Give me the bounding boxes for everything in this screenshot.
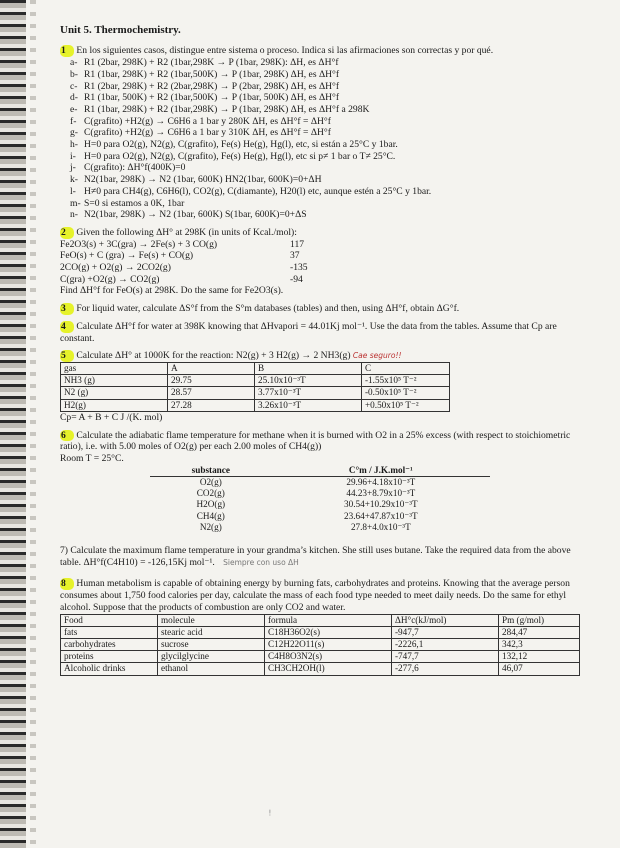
worksheet xyxy=(60,24,580,676)
question-text: Human metabolism is capable of obtaining energy by burning fats, carbohydrates and proteins. Knowing that the average person consumes about 1,750 food calories per day, calculate the mass of each food type needed to meet daily needs. Do the same for ethyl alcohol. Suppose that the products of combustion are only CO2 and water. xyxy=(60,578,570,613)
question-text: Calculate ΔH° at 1000K for the reaction: N2(g) + 3 H2(g) → 2 NH3(g) xyxy=(76,350,351,362)
question-text: Calculate ΔH°f for water at 398K knowing that ΔHvapori = 44.01Kj mol⁻¹. Use the data from the tables. Assume that Cp are constant. xyxy=(60,320,557,344)
spiral-binding xyxy=(0,0,28,848)
question-number: 5 xyxy=(60,350,74,362)
list-item: e- R1 (1bar, 298K) + R2 (1bar,298K) → P (1bar, 298K) ΔH, es ΔH°f a 298K xyxy=(70,103,370,115)
question-5 xyxy=(60,350,580,423)
binding-holes xyxy=(30,0,36,848)
table-row: H2(g) 27.28 3.26x10⁻³T +0.50x10⁵ T⁻² xyxy=(61,399,450,411)
table-row: N2 (g) 28.57 3.77x10⁻³T -0.50x10⁵ T⁻² xyxy=(61,387,450,399)
list-item: f- C(grafito) +H2(g) → C6H6 a 1 bar y 280K ΔH, es ΔH°f = ΔH°f xyxy=(70,115,331,127)
list-item: g- C(grafito) +H2(g) → C6H6 a 1 bar y 310K ΔH, es ΔH°f = ΔH°f xyxy=(70,127,331,139)
question-number: 8 xyxy=(60,578,74,590)
handwritten-note: Siempre con uso ΔH xyxy=(223,557,299,567)
reaction-row: Fe2O3(s) + 3C(gra) → 2Fe(s) + 3 CO(g) 117 xyxy=(60,238,305,250)
question-1 xyxy=(60,45,580,57)
list-item: b- R1 (1bar, 298K) + R2 (1bar,500K) → P (1bar, 298K) ΔH, es ΔH°f xyxy=(70,68,340,80)
table-row: fats stearic acid C18H36O2(s) -947,7 284,47 xyxy=(61,626,580,638)
question-number: 1 xyxy=(60,45,74,57)
list-item: i- H=0 para O2(g), N2(g), C(grafito), Fe(s) He(g), Hg(l), etc si p≠ 1 bar o T≠ 25°C. xyxy=(70,150,396,162)
question-text: Calculate the adiabatic flame temperature for methane when it is burned with O2 in a 25% excess (with respect to stoichiometric ratio), i.e. with 5.00 moles of O2(g) per each 2.00 moles of CH4(g)) xyxy=(60,429,571,453)
question-text: Find ΔH°f for FeO(s) at 298K. Do the same for Fe2O3(s). xyxy=(60,285,284,297)
question-1-items xyxy=(60,57,580,221)
table-header: substance C°m / J.K.mol⁻¹ xyxy=(150,465,490,477)
table-header: gas A B C xyxy=(61,362,450,374)
question-number: 2 xyxy=(60,227,74,239)
question-8 xyxy=(60,578,580,675)
list-item: m- S=0 si estamos a 0K, 1bar xyxy=(70,197,185,209)
question-2 xyxy=(60,227,580,297)
list-item: d- R1 (1bar, 500K) + R2 (1bar,500K) → P (1bar, 500K) ΔH, es ΔH°f xyxy=(70,92,340,104)
question-7 xyxy=(60,545,580,568)
page-title: Unit 5. Thermochemistry. xyxy=(60,24,181,36)
table-row: Alcoholic drinks ethanol CH3CH2OH(l) -277,6 46,07 xyxy=(61,663,580,675)
question-text: En los siguientes casos, distingue entre sistema o proceso. Indica si las afirmaciones son correctas y por qué. xyxy=(76,45,494,57)
question-number: 4 xyxy=(60,321,74,333)
substance-cp-table xyxy=(150,465,490,533)
table-row: H2O(g) 30.54+10.29x10⁻³T xyxy=(196,499,418,510)
reaction-row: 2CO(g) + O2(g) → 2CO2(g) -135 xyxy=(60,262,308,274)
food-combustion-table xyxy=(60,614,580,676)
list-item: l- H≠0 para CH4(g), C6H6(l), CO2(g), C(diamante), H20(l) etc, aunque estén a 25°C y 1bar. xyxy=(70,185,432,197)
pencil-mark: ꜝ xyxy=(268,808,272,824)
table-row: NH3 (g) 29.75 25.10x10⁻³T -1.55x10⁵ T⁻² xyxy=(61,375,450,387)
table-row: N2(g) 27.8+4.0x10⁻³T xyxy=(199,521,411,532)
question-text: 7) Calculate the maximum flame temperature in your grandma’s kitchen. She still uses butane. Take the required data from the above table. ΔH°f(C4H10) = -126,15Kj mol⁻¹. xyxy=(60,544,571,568)
question-6 xyxy=(60,430,580,533)
table-row: proteins glycilglycine C4H8O3N2(s) -747,7 132,12 xyxy=(61,651,580,663)
list-item: n- N2(1bar, 298K) → N2 (1bar, 600K) S(1bar, 600K)=0+ΔS xyxy=(70,209,307,221)
reaction-row: FeO(s) + C (gra) → Fe(s) + CO(g) 37 xyxy=(60,250,300,262)
heat-capacity-table xyxy=(60,362,450,412)
list-item: j- C(grafito): ΔH°f(400K)=0 xyxy=(70,162,186,174)
room-temperature: Room T = 25°C. xyxy=(60,452,124,464)
question-3 xyxy=(60,303,580,315)
question-number: 3 xyxy=(60,303,74,315)
list-item: h- H=0 para O2(g), N2(g), C(grafito), Fe(s) He(g), Hg(l), etc, si están a 25°C y 1bar. xyxy=(70,139,398,151)
handwritten-note: Cae seguro!! xyxy=(352,351,402,361)
table-header: Food molecule formula ΔH°c(kJ/mol) Pm (g/mol) xyxy=(61,614,580,626)
reaction-row: C(gra) +O2(g) → CO2(g) -94 xyxy=(60,273,303,285)
list-item: k- N2(1bar, 298K) → N2 (1bar, 600K) HN2(1bar, 600K)=0+ΔH xyxy=(70,174,322,186)
cp-formula: Cp= A + B + C J /(K. mol) xyxy=(60,411,163,423)
question-number: 6 xyxy=(60,430,74,442)
question-text: For liquid water, calculate ΔS°f from the S°m databases (tables) and then, using ΔH°f, obtain ΔG°f. xyxy=(76,303,460,315)
list-item: a- R1 (2bar, 298K) + R2 (1bar,298K → P (1bar, 298K): ΔH, es ΔH°f xyxy=(70,57,339,69)
question-4 xyxy=(60,321,580,344)
table-row: O2(g) 29.96+4.18x10⁻³T xyxy=(199,476,416,487)
table-row: CO2(g) 44.23+8.79x10⁻³T xyxy=(196,488,416,499)
question-text: Given the following ΔH° at 298K (in units of Kcal./mol): xyxy=(76,226,297,238)
table-row: CH4(g) 23.64+47.87x10⁻³T xyxy=(196,510,418,521)
table-row: carbohydrates sucrose C12H22O11(s) -2226,1 342,3 xyxy=(61,638,580,650)
list-item: c- R1 (2bar, 298K) + R2 (2bar,298K) → P (2bar, 298K) ΔH, es ΔH°f xyxy=(70,80,340,92)
